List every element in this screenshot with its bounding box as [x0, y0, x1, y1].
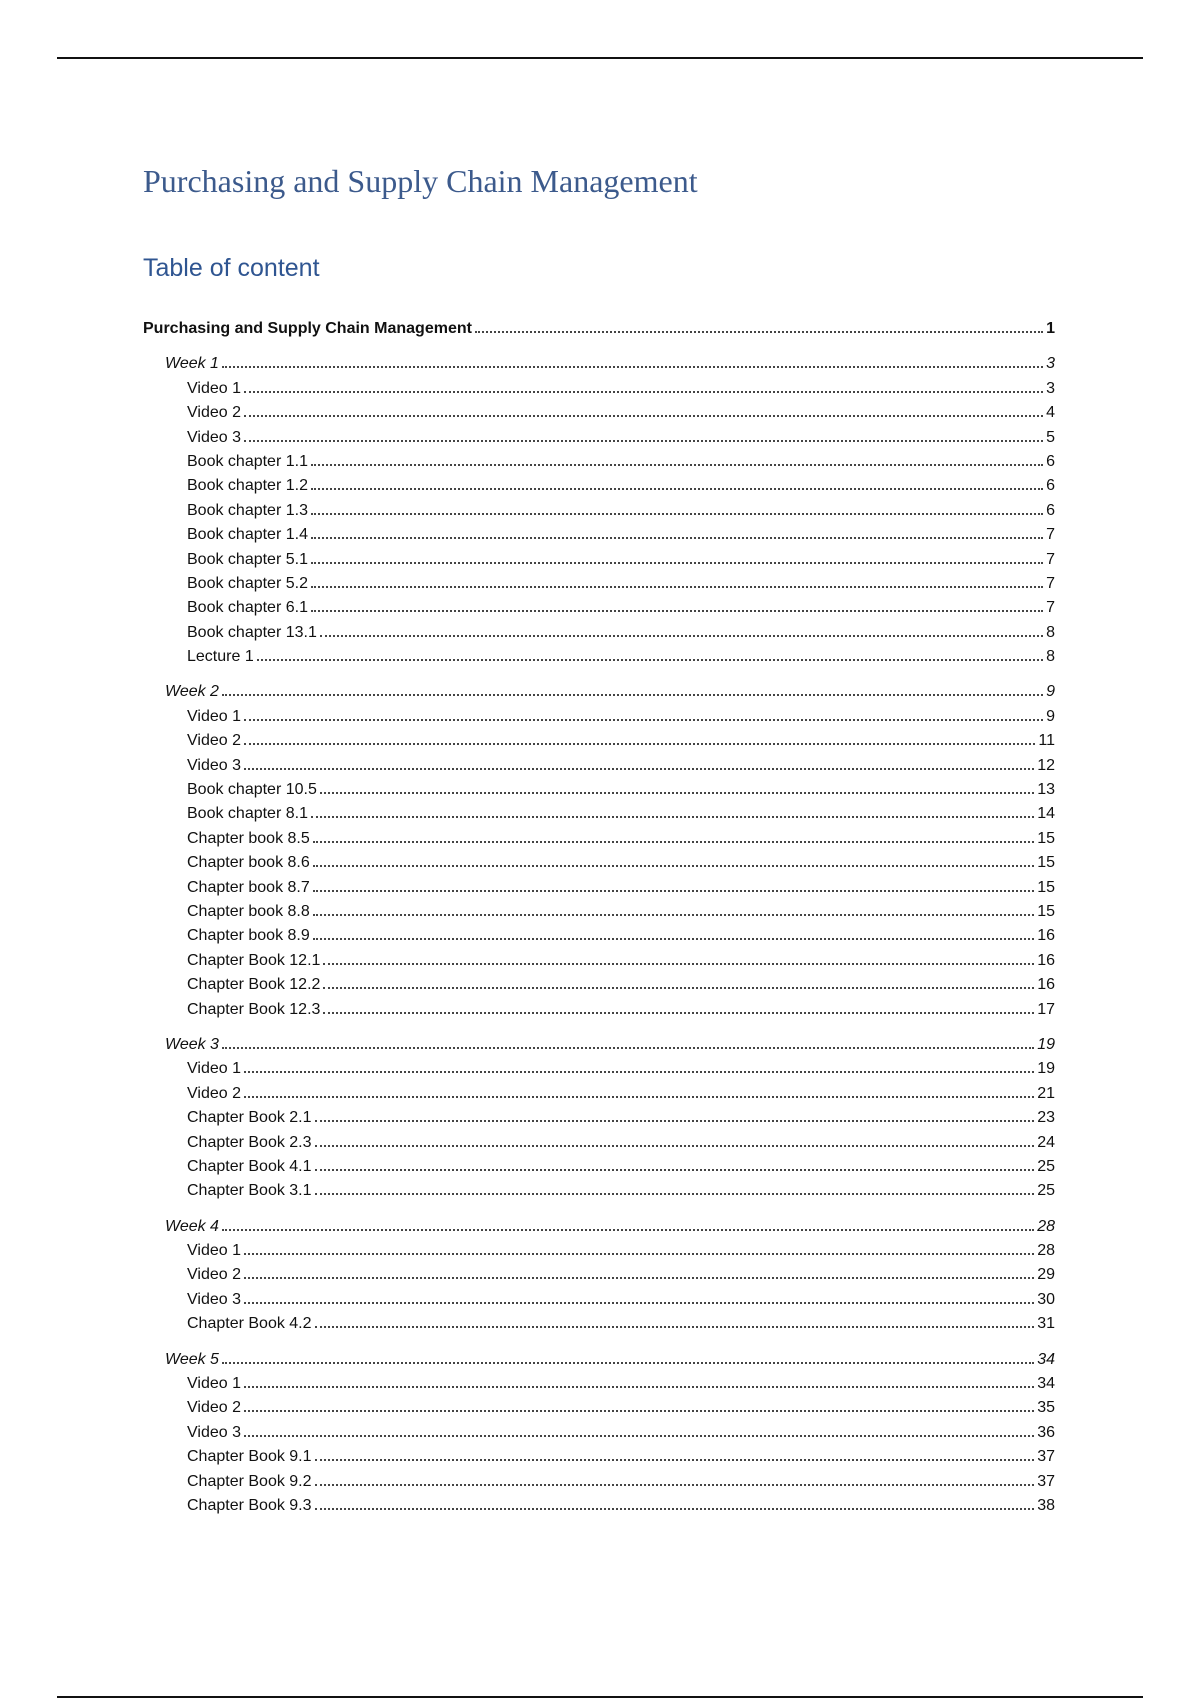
toc-entry-label: Book chapter 13.1	[187, 623, 317, 641]
toc-entry-item[interactable]	[143, 499, 1055, 523]
toc-entry-page: 25	[1037, 1182, 1055, 1200]
dot-leader	[244, 719, 1043, 721]
toc-entry-title[interactable]	[143, 317, 1055, 341]
toc-entry-page: 35	[1037, 1399, 1055, 1417]
toc-entry-label: Video 2	[187, 404, 241, 422]
toc-entry-label: Video 3	[187, 1290, 241, 1308]
toc-entry-page: 34	[1037, 1350, 1055, 1368]
dot-leader	[311, 464, 1043, 466]
toc-entry-label: Book chapter 5.2	[187, 574, 308, 592]
toc-entry-label: Video 1	[187, 379, 241, 397]
toc-entry-label: Video 1	[187, 707, 241, 725]
dot-leader	[315, 1326, 1035, 1328]
dot-leader	[313, 914, 1034, 916]
dot-leader	[323, 987, 1034, 989]
toc-entry-label: Video 3	[187, 1423, 241, 1441]
toc-entry-label: Chapter book 8.9	[187, 927, 310, 945]
dot-leader	[257, 659, 1043, 661]
toc-week-group	[143, 352, 1055, 669]
toc-entry-item[interactable]	[143, 572, 1055, 596]
toc-entry-item[interactable]	[143, 924, 1055, 948]
toc-entry-page: 15	[1037, 854, 1055, 872]
table-of-contents	[143, 317, 1055, 1518]
toc-entry-page: 3	[1046, 379, 1055, 397]
toc-entry-page: 34	[1037, 1375, 1055, 1393]
toc-entry-label: Lecture 1	[187, 648, 254, 666]
toc-entry-page: 7	[1046, 574, 1055, 592]
toc-entry-item[interactable]	[143, 1239, 1055, 1263]
toc-entry-page: 17	[1037, 1000, 1055, 1018]
toc-entry-item[interactable]	[143, 645, 1055, 669]
toc-entry-item[interactable]	[143, 523, 1055, 547]
toc-entry-page: 30	[1037, 1290, 1055, 1308]
toc-week-group	[143, 680, 1055, 1021]
toc-entry-item[interactable]	[143, 729, 1055, 753]
toc-entry-item[interactable]	[143, 621, 1055, 645]
toc-entry-week[interactable]	[143, 1348, 1055, 1372]
toc-entry-page: 38	[1037, 1496, 1055, 1514]
dot-leader	[313, 890, 1034, 892]
toc-entry-label: Chapter book 8.5	[187, 829, 310, 847]
toc-entry-page: 8	[1046, 623, 1055, 641]
toc-entry-label: Chapter Book 12.1	[187, 951, 321, 969]
dot-leader	[311, 562, 1043, 564]
toc-entry-label: Chapter Book 9.2	[187, 1472, 312, 1490]
toc-entry-label: Week 4	[165, 1217, 219, 1235]
toc-entry-label: Video 2	[187, 1399, 241, 1417]
toc-entry-item[interactable]	[143, 705, 1055, 729]
toc-entry-page: 15	[1037, 902, 1055, 920]
toc-week-group	[143, 1215, 1055, 1337]
toc-entry-page: 9	[1046, 707, 1055, 725]
toc-entry-item[interactable]	[143, 548, 1055, 572]
toc-entry-week[interactable]	[143, 352, 1055, 376]
toc-entry-label: Chapter Book 2.1	[187, 1109, 312, 1127]
dot-leader	[315, 1169, 1035, 1171]
toc-entry-page: 6	[1046, 501, 1055, 519]
toc-entry-page: 15	[1037, 878, 1055, 896]
toc-entry-item[interactable]	[143, 802, 1055, 826]
toc-entry-item[interactable]	[143, 1396, 1055, 1420]
header-rule	[57, 57, 1143, 59]
toc-entry-week[interactable]	[143, 1215, 1055, 1239]
dot-leader	[222, 1229, 1034, 1231]
toc-entry-item[interactable]	[143, 377, 1055, 401]
toc-entry-page: 8	[1046, 648, 1055, 666]
toc-entry-label: Chapter Book 12.2	[187, 976, 321, 994]
toc-entry-page: 15	[1037, 829, 1055, 847]
dot-leader	[244, 1277, 1034, 1279]
dot-leader	[244, 1435, 1034, 1437]
toc-entry-label: Video 1	[187, 1060, 241, 1078]
toc-entry-item[interactable]	[143, 1082, 1055, 1106]
toc-entry-item[interactable]	[143, 973, 1055, 997]
dot-leader	[222, 1047, 1034, 1049]
toc-entry-page: 11	[1038, 732, 1055, 750]
toc-entry-label: Chapter Book 12.3	[187, 1000, 321, 1018]
toc-entry-page: 7	[1046, 599, 1055, 617]
toc-entry-label: Book chapter 1.2	[187, 477, 308, 495]
toc-entry-label: Chapter Book 4.2	[187, 1315, 312, 1333]
toc-entry-item[interactable]	[143, 1131, 1055, 1155]
toc-entry-label: Video 2	[187, 1266, 241, 1284]
toc-entry-week[interactable]	[143, 1033, 1055, 1057]
toc-entry-item[interactable]	[143, 1288, 1055, 1312]
toc-entry-item[interactable]	[143, 1445, 1055, 1469]
dot-leader	[311, 488, 1043, 490]
toc-weeks	[143, 352, 1055, 1518]
toc-entry-page: 4	[1046, 404, 1055, 422]
toc-entry-page: 16	[1037, 951, 1055, 969]
toc-entry-page: 28	[1037, 1242, 1055, 1260]
dot-leader	[320, 635, 1043, 637]
dot-leader	[244, 391, 1043, 393]
toc-entry-item[interactable]	[143, 827, 1055, 851]
toc-entry-page: 6	[1046, 477, 1055, 495]
dot-leader	[244, 768, 1034, 770]
toc-entry-item[interactable]	[143, 1057, 1055, 1081]
toc-entry-page: 3	[1046, 355, 1055, 373]
toc-week-group	[143, 1033, 1055, 1204]
toc-entry-page: 5	[1046, 428, 1055, 446]
toc-entry-page: 19	[1037, 1035, 1055, 1053]
toc-entry-page: 37	[1037, 1448, 1055, 1466]
dot-leader	[244, 1410, 1034, 1412]
toc-entry-page: 16	[1037, 927, 1055, 945]
toc-heading: Table of content	[143, 254, 320, 282]
toc-entry-page: 16	[1037, 976, 1055, 994]
dot-leader	[313, 938, 1034, 940]
toc-entry-item[interactable]	[143, 1372, 1055, 1396]
toc-entry-label: Book chapter 1.4	[187, 526, 308, 544]
toc-entry-label: Video 2	[187, 1084, 241, 1102]
toc-entry-page: 7	[1046, 526, 1055, 544]
dot-leader	[222, 366, 1043, 368]
dot-leader	[315, 1508, 1035, 1510]
dot-leader	[244, 415, 1043, 417]
dot-leader	[311, 537, 1043, 539]
toc-entry-label: Book chapter 1.3	[187, 501, 308, 519]
toc-entry-item[interactable]	[143, 851, 1055, 875]
toc-entry-label: Video 1	[187, 1242, 241, 1260]
toc-entry-label: Video 3	[187, 428, 241, 446]
toc-entry-item[interactable]	[143, 1106, 1055, 1130]
dot-leader	[244, 1302, 1034, 1304]
toc-entry-item[interactable]	[143, 778, 1055, 802]
toc-entry-label: Week 2	[165, 683, 219, 701]
dot-leader	[315, 1145, 1035, 1147]
toc-entry-label: Chapter Book 4.1	[187, 1157, 312, 1175]
toc-entry-page: 1	[1046, 320, 1055, 337]
toc-entry-page: 7	[1046, 550, 1055, 568]
toc-entry-page: 37	[1037, 1472, 1055, 1490]
toc-entry-page: 31	[1037, 1315, 1055, 1333]
toc-entry-label: Book chapter 8.1	[187, 805, 308, 823]
toc-entry-item[interactable]	[143, 998, 1055, 1022]
dot-leader	[315, 1193, 1035, 1195]
toc-entry-label: Chapter book 8.6	[187, 854, 310, 872]
toc-entry-label: Chapter book 8.8	[187, 902, 310, 920]
toc-entry-item[interactable]	[143, 1312, 1055, 1336]
toc-week-group	[143, 1348, 1055, 1519]
toc-entry-page: 9	[1046, 683, 1055, 701]
dot-leader	[313, 841, 1034, 843]
toc-entry-page: 23	[1037, 1109, 1055, 1127]
toc-entry-label: Book chapter 1.1	[187, 452, 308, 470]
toc-entry-page: 28	[1037, 1217, 1055, 1235]
dot-leader	[244, 440, 1043, 442]
dot-leader	[244, 743, 1035, 745]
toc-entry-label: Week 1	[165, 355, 219, 373]
toc-entry-item[interactable]	[143, 426, 1055, 450]
toc-entry-label: Chapter Book 3.1	[187, 1182, 312, 1200]
toc-entry-item[interactable]	[143, 450, 1055, 474]
dot-leader	[222, 694, 1043, 696]
dot-leader	[323, 963, 1034, 965]
footer-rule	[57, 1696, 1143, 1698]
toc-entry-item[interactable]	[143, 754, 1055, 778]
dot-leader	[313, 865, 1034, 867]
toc-entry-page: 14	[1037, 805, 1055, 823]
toc-entry-item[interactable]	[143, 1179, 1055, 1203]
toc-entry-week[interactable]	[143, 680, 1055, 704]
toc-entry-label: Week 5	[165, 1350, 219, 1368]
toc-entry-item[interactable]	[143, 1263, 1055, 1287]
dot-leader	[244, 1253, 1034, 1255]
toc-entry-item[interactable]	[143, 949, 1055, 973]
toc-entry-item[interactable]	[143, 1494, 1055, 1518]
toc-entry-label: Chapter Book 9.3	[187, 1496, 312, 1514]
dot-leader	[311, 513, 1043, 515]
toc-entry-label: Week 3	[165, 1035, 219, 1053]
dot-leader	[315, 1459, 1035, 1461]
document-title: Purchasing and Supply Chain Management	[143, 163, 698, 199]
toc-entry-item[interactable]	[143, 474, 1055, 498]
toc-entry-page: 24	[1037, 1133, 1055, 1151]
toc-entry-label: Chapter Book 2.3	[187, 1133, 312, 1151]
toc-entry-item[interactable]	[143, 401, 1055, 425]
toc-entry-label: Video 1	[187, 1375, 241, 1393]
toc-entry-page: 29	[1037, 1266, 1055, 1284]
toc-entry-item[interactable]	[143, 900, 1055, 924]
dot-leader	[311, 816, 1034, 818]
toc-entry-page: 25	[1037, 1157, 1055, 1175]
dot-leader	[311, 586, 1043, 588]
toc-entry-page: 12	[1037, 756, 1055, 774]
dot-leader	[323, 1012, 1034, 1014]
toc-entry-page: 6	[1046, 452, 1055, 470]
toc-entry-page: 36	[1037, 1423, 1055, 1441]
toc-entry-label: Purchasing and Supply Chain Management	[143, 320, 472, 337]
toc-entry-item[interactable]	[143, 1421, 1055, 1445]
toc-entry-page: 21	[1037, 1084, 1055, 1102]
dot-leader	[475, 331, 1043, 333]
toc-entry-label: Chapter book 8.7	[187, 878, 310, 896]
toc-entry-label: Chapter Book 9.1	[187, 1448, 312, 1466]
toc-entry-label: Book chapter 5.1	[187, 550, 308, 568]
toc-entry-label: Book chapter 6.1	[187, 599, 308, 617]
dot-leader	[244, 1096, 1034, 1098]
toc-entry-page: 13	[1037, 781, 1055, 799]
toc-entry-label: Video 3	[187, 756, 241, 774]
dot-leader	[311, 610, 1043, 612]
dot-leader	[320, 792, 1034, 794]
toc-entry-label: Video 2	[187, 732, 241, 750]
toc-entry-label: Book chapter 10.5	[187, 781, 317, 799]
dot-leader	[244, 1071, 1034, 1073]
toc-entry-item[interactable]	[143, 596, 1055, 620]
dot-leader	[222, 1362, 1034, 1364]
dot-leader	[315, 1120, 1035, 1122]
dot-leader	[244, 1386, 1034, 1388]
toc-entry-page: 19	[1037, 1060, 1055, 1078]
toc-entry-item[interactable]	[143, 1470, 1055, 1494]
toc-entry-item[interactable]	[143, 876, 1055, 900]
toc-entry-item[interactable]	[143, 1155, 1055, 1179]
dot-leader	[315, 1484, 1035, 1486]
